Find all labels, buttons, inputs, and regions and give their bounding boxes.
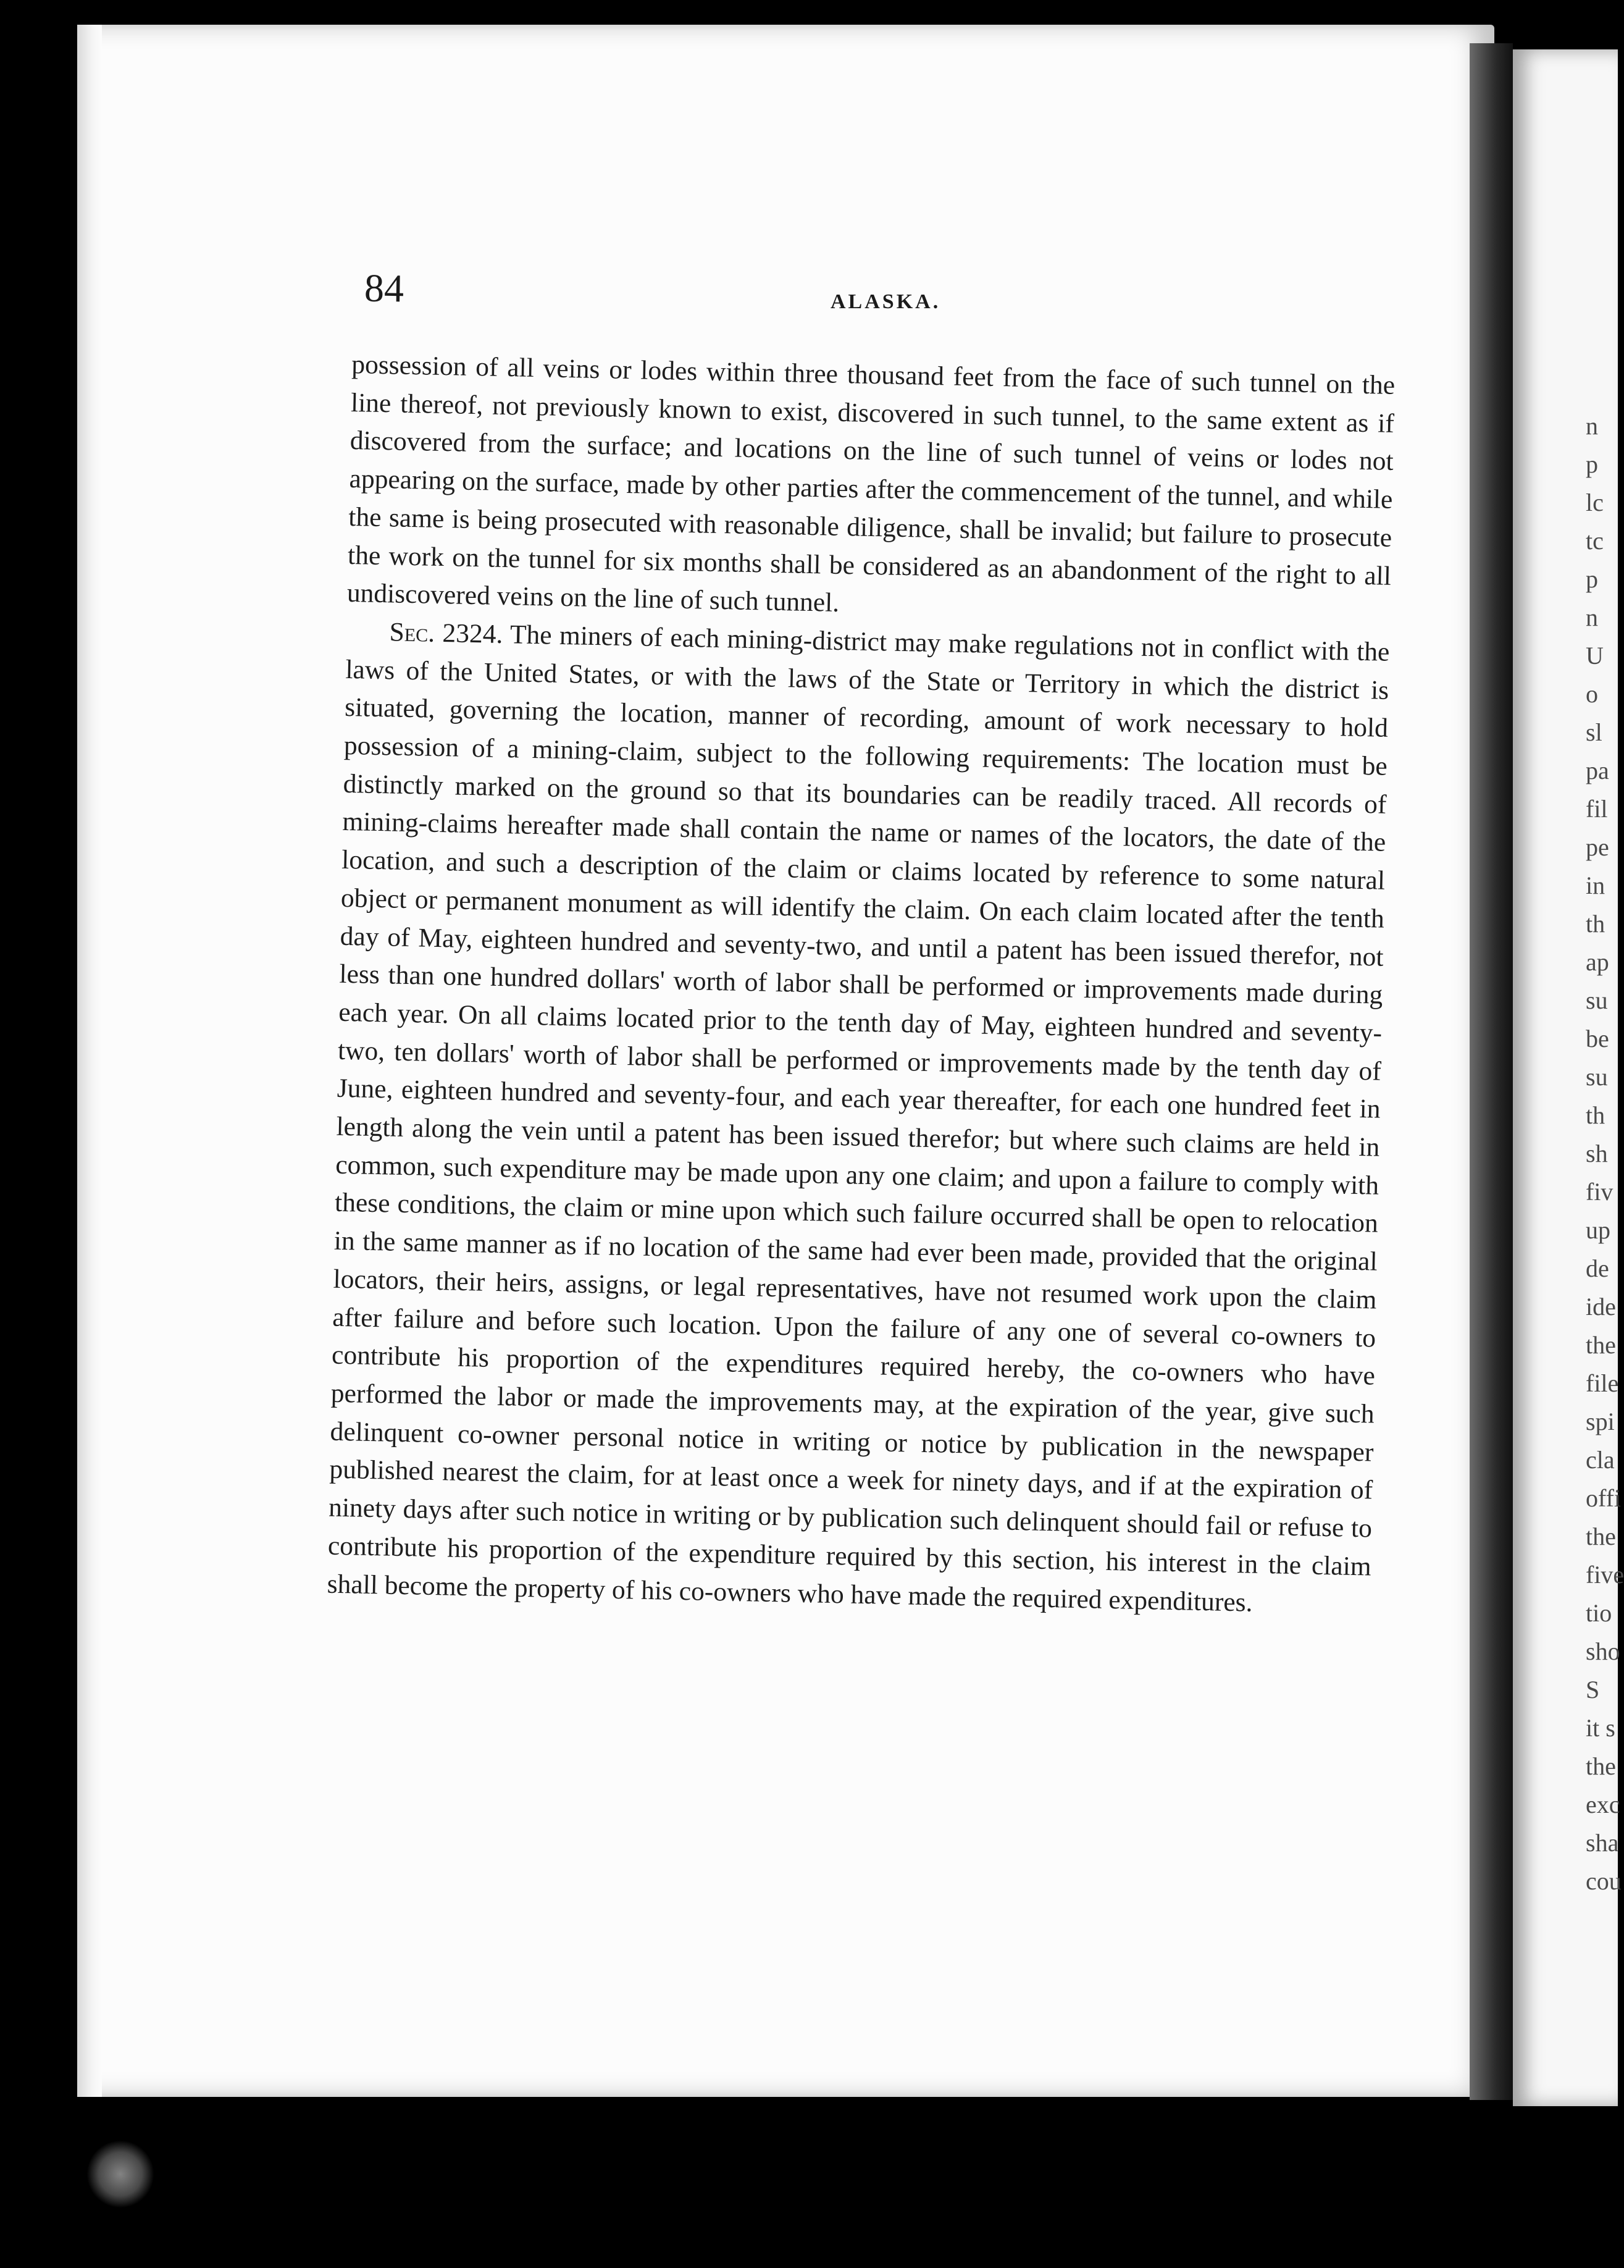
facing-page-fragment: tio: [1586, 1599, 1612, 1627]
facing-page-fragment: ap: [1586, 948, 1609, 976]
paragraph-continuation: possession of all veins or lodes within three thousand feet from the face of such tunnel on the line thereof, not previously known to exist, discovered in such tunnel, to the same extent as if discovered from the surface; and locations on the line of such tunnel of veins or lodes not appearing on the surface, made by other parties after the commencement of the tunnel, and while the same is being prosecuted with reasonable diligence, shall be invalid; but failure to prosecute the work on the tunnel for six months shall be considered as an abandonment of the right to all undiscovered veins on the line of such tunnel.: [346, 349, 1396, 618]
section-label: Sec. 2324.: [389, 617, 503, 649]
scan-smudge: [74, 2128, 167, 2220]
running-head: [364, 266, 1414, 315]
facing-page-fragment: p: [1586, 450, 1598, 478]
facing-page-fragment: th: [1586, 1101, 1605, 1129]
facing-page-fragment: n: [1586, 603, 1598, 631]
facing-page-fragment: be: [1586, 1025, 1609, 1052]
running-title: ALASKA.: [831, 290, 941, 313]
facing-page-fragment: U: [1586, 642, 1604, 670]
facing-page-fragment: up: [1586, 1216, 1610, 1244]
paragraph-section-2324: [327, 613, 1390, 1624]
facing-page-fragment: five: [1586, 1561, 1624, 1589]
facing-page-fragment: exc: [1586, 1791, 1620, 1818]
facing-page-fragment: the: [1586, 1522, 1616, 1550]
facing-page-fragment: n: [1586, 412, 1598, 440]
facing-page-fragment: the: [1586, 1331, 1616, 1359]
page-number: 84: [364, 266, 404, 311]
facing-page-fragment: th: [1586, 910, 1605, 938]
facing-page-fragment: su: [1586, 986, 1608, 1014]
facing-page-fragment: ide: [1586, 1293, 1616, 1321]
facing-page-fragment: sho: [1586, 1637, 1620, 1665]
facing-page-fragment: file: [1586, 1369, 1619, 1397]
facing-page-fragment: it s: [1586, 1714, 1615, 1742]
facing-page-fragment: sl: [1586, 718, 1602, 746]
facing-page-fragment: the: [1586, 1752, 1616, 1780]
facing-page-fragment: pa: [1586, 757, 1609, 784]
facing-page-fragment: spi: [1586, 1408, 1615, 1435]
facing-page-fragment: lc: [1586, 489, 1604, 516]
facing-page-edge: [1513, 49, 1624, 2106]
book-gutter: [1470, 43, 1513, 2100]
facing-page-fragment: p: [1586, 565, 1598, 593]
page-edge: [77, 25, 102, 2097]
facing-page-fragment: sh: [1586, 1140, 1608, 1167]
facing-page-fragment: pe: [1586, 833, 1609, 861]
facing-page-fragment: cla: [1586, 1446, 1615, 1474]
facing-page-fragment: fiv: [1586, 1178, 1614, 1206]
facing-page-fragment: offi: [1586, 1484, 1622, 1512]
facing-page-fragment: cou: [1586, 1867, 1622, 1895]
facing-page-fragment: de: [1586, 1254, 1609, 1282]
facing-page-fragment: in: [1586, 872, 1605, 899]
facing-page-fragment: fil: [1586, 795, 1608, 823]
facing-page-fragment: sha: [1586, 1829, 1619, 1857]
facing-page-fragment: tc: [1586, 527, 1604, 555]
body-text: [327, 346, 1396, 1624]
facing-page-fragment: o: [1586, 680, 1598, 708]
section-text: The miners of each mining-district may make regulations not in conflict with the laws of the United States, or with the laws of the State or Territory in which the district is situated, governing the location, manner of recording, amount of work necessary to hold possession of a mining-claim, subject to the following requirements: The location must be distinctly marked on the ground so that its boundaries can be readily traced. All records of mining-claims hereafter made shall contain the name or names of the locators, the date of the location, and such a description of the claim or claims located by reference to some natural object or permanent monument as will identify the claim. On each claim located after the tenth day of May, eighteen hundred and seventy-two, and until a patent has been issued therefor, not less than one hundred dollars' worth of labor shall be performed or improvements made during each year. On all claims located prior to the tenth day of May, eighteen hundred and seventy-two, ten dollars' worth of labor shall be performed or improvements made by the tenth day of June, eighteen hundred and seventy-four, and each year thereafter, for each one hundred feet in length along the vein until a patent has been issued therefor; but where such claims are held in common, such expenditure may be made upon any one claim; and upon a failure to comply with these conditions, the claim or mine upon which such failure occurred shall be open to relocation in the same manner as if no location of the same had ever been made, provided that the original locators, their heirs, assigns, or legal representatives, have not resumed work upon the claim after failure and before such location. Upon the failure of any one of several co-owners to contribute his proportion of the expenditures required hereby, the co-owners who have performed the labor or made the improvements may, at the expiration of the year, give such delinquent co-owner personal notice in writing or notice by publication in the newspaper published nearest the claim, for at least once a week for ninety days, and if at the expiration of ninety days after such notice in writing or by publication such delinquent should fail or refuse to contribute his proportion of the expenditure required by this section, his interest in the claim shall become the property of his co-owners who have made the required expenditures.: [327, 620, 1390, 1618]
facing-page-fragment: S: [1586, 1676, 1600, 1703]
facing-page-fragment: su: [1586, 1063, 1608, 1091]
